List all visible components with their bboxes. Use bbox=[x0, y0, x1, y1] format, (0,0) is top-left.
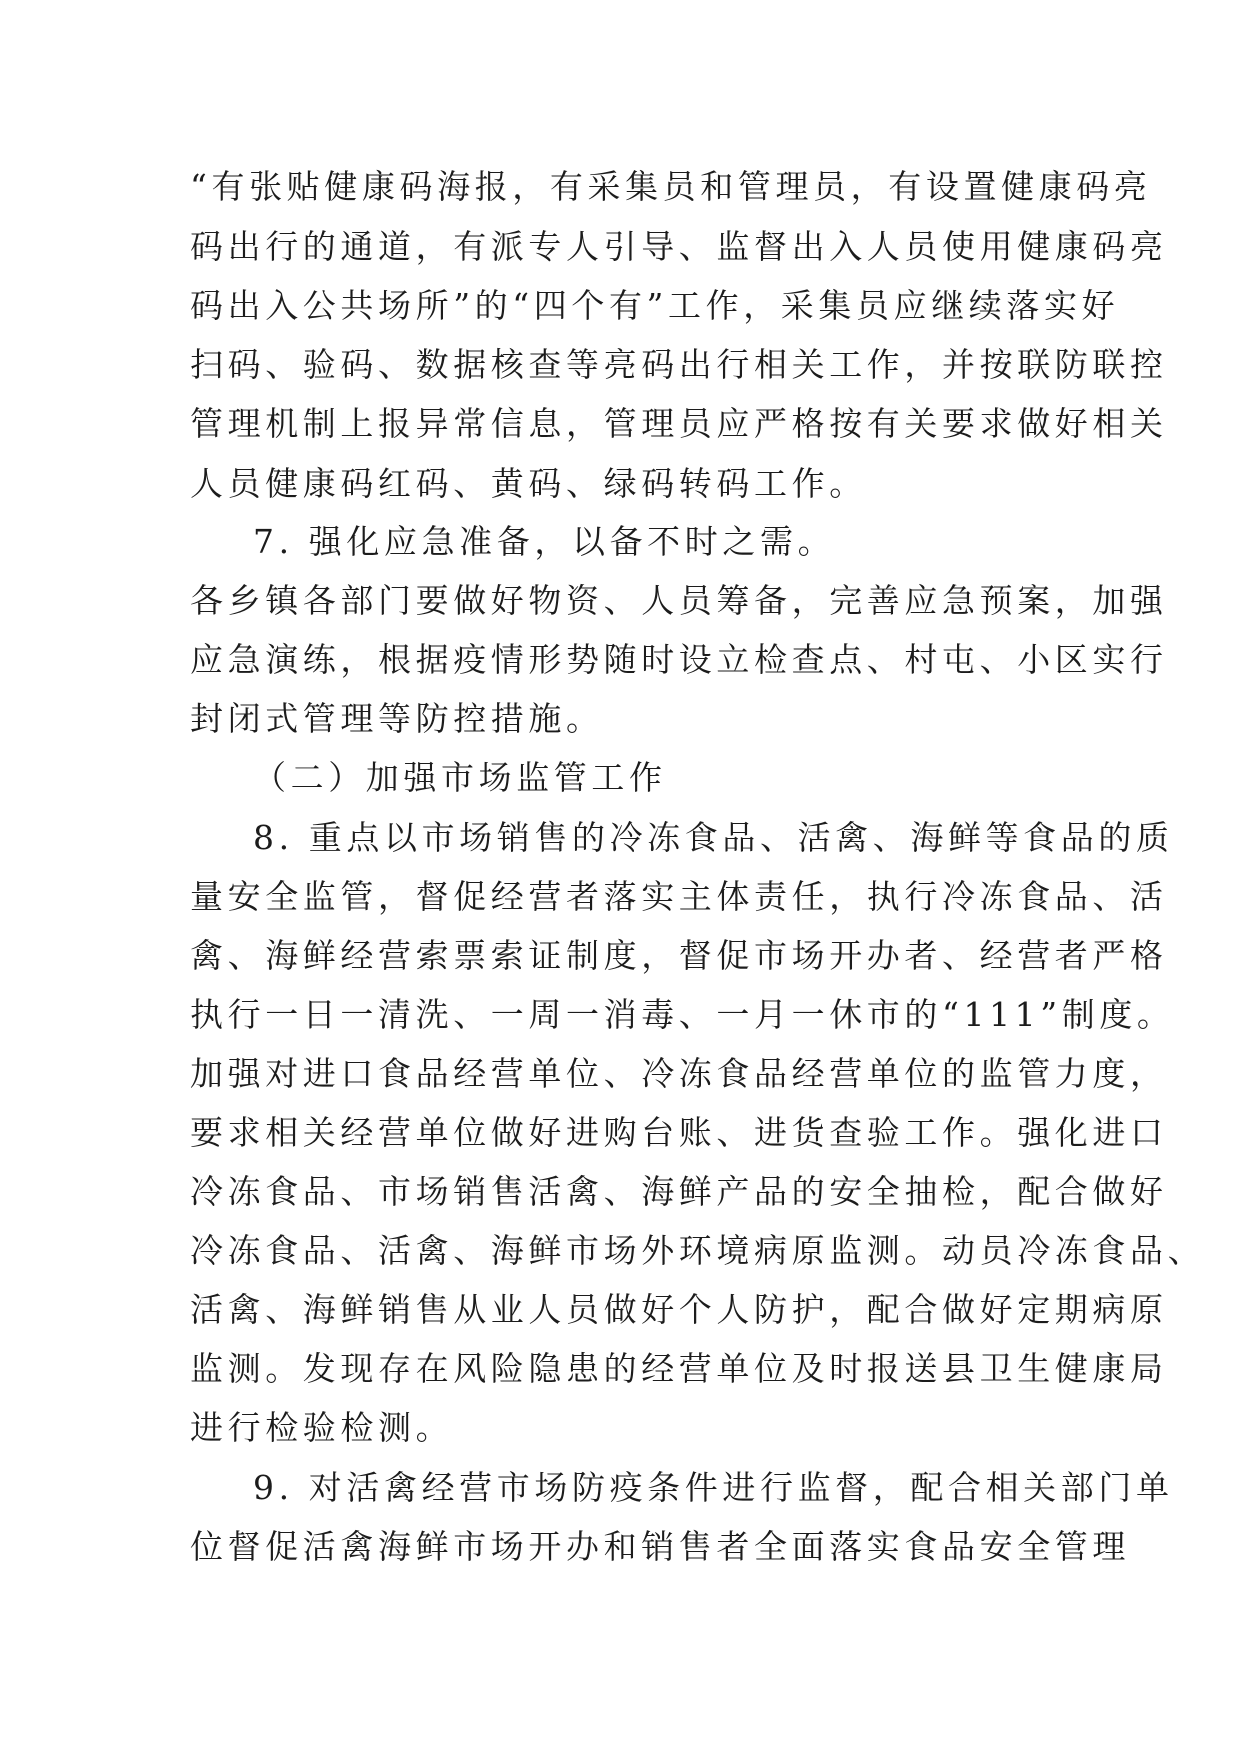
paragraph-start: 9. 对活禽经营市场防疫条件进行监督，配合相关部门单 bbox=[253, 1468, 1174, 1507]
text-line: 码出行的通道，有派专人引导、监督出入人员使用健康码亮 bbox=[190, 227, 1168, 266]
text-line: 各乡镇各部门要做好物资、人员筹备，完善应急预案，加强 bbox=[190, 581, 1168, 620]
text-line: 封闭式管理等防控措施。 bbox=[190, 699, 604, 738]
text-line: 码出入公共场所”的“四个有”工作，采集员应继续落实好 bbox=[190, 286, 1120, 325]
text-line: 活禽、海鲜销售从业人员做好个人防护，配合做好定期病原 bbox=[190, 1290, 1168, 1329]
text-line: 扫码、验码、数据核查等亮码出行相关工作，并按联防联控 bbox=[190, 345, 1168, 384]
text-line: 加强对进口食品经营单位、冷冻食品经营单位的监管力度， bbox=[190, 1054, 1168, 1093]
text-line: 应急演练，根据疫情形势随时设立检查点、村屯、小区实行 bbox=[190, 640, 1168, 679]
text-line: 冷冻食品、市场销售活禽、海鲜产品的安全抽检，配合做好 bbox=[190, 1172, 1168, 1211]
text-line: 进行检验检测。 bbox=[190, 1408, 454, 1447]
text-line: 监测。发现存在风险隐患的经营单位及时报送县卫生健康局 bbox=[190, 1349, 1168, 1388]
text-line: 要求相关经营单位做好进购台账、进货查验工作。强化进口 bbox=[190, 1113, 1168, 1152]
text-line: 执行一日一清洗、一周一消毒、一月一休市的“111”制度。 bbox=[190, 995, 1175, 1034]
text-line: 位督促活禽海鲜市场开办和销售者全面落实食品安全管理 bbox=[190, 1527, 1130, 1566]
text-line: 管理机制上报异常信息，管理员应严格按有关要求做好相关 bbox=[190, 404, 1168, 443]
text-line: 量安全监管，督促经营者落实主体责任，执行冷冻食品、活 bbox=[190, 877, 1168, 916]
text-line: 冷冻食品、活禽、海鲜市场外环境病原监测。动员冷冻食品、 bbox=[190, 1231, 1206, 1270]
section-heading: （二）加强市场监管工作 bbox=[253, 758, 667, 797]
text-line: “有张贴健康码海报，有采集员和管理员，有设置健康码亮 bbox=[190, 167, 1152, 206]
text-line: 人员健康码红码、黄码、绿码转码工作。 bbox=[190, 464, 867, 503]
paragraph-start: 8. 重点以市场销售的冷冻食品、活禽、海鲜等食品的质 bbox=[253, 818, 1174, 857]
text-line: 禽、海鲜经营索票索证制度，督促市场开办者、经营者严格 bbox=[190, 936, 1168, 975]
section-heading: 7. 强化应急准备，以备不时之需。 bbox=[253, 522, 836, 561]
